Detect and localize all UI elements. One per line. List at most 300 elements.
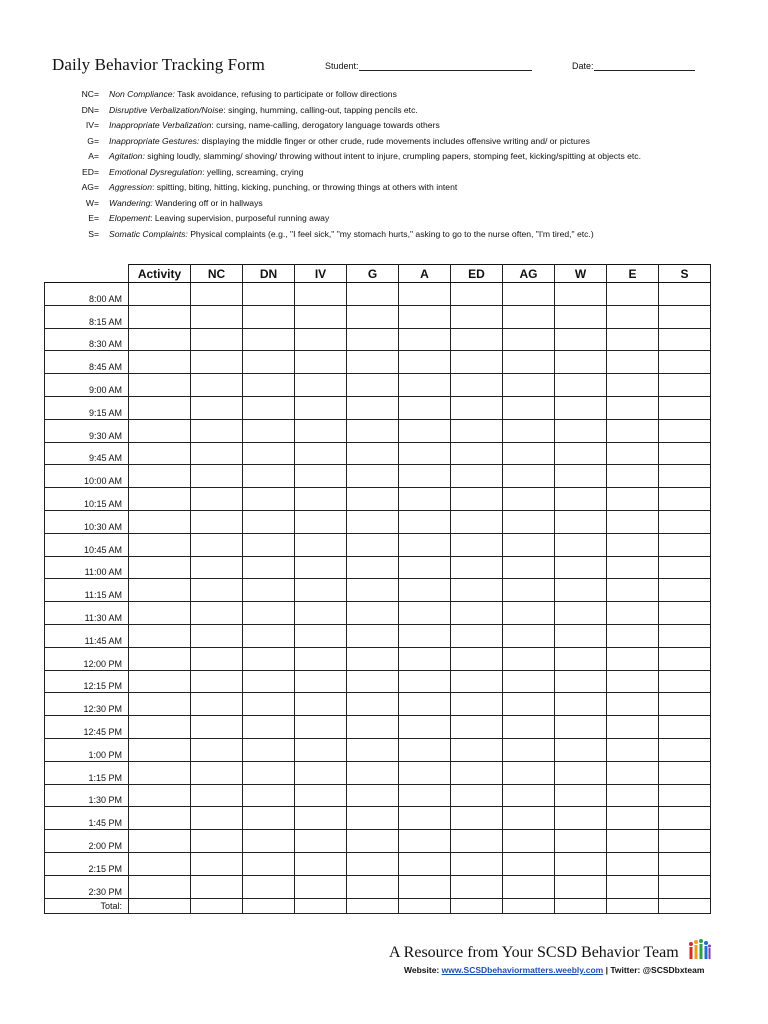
entry-cell[interactable] [503, 647, 555, 670]
entry-cell[interactable] [451, 465, 503, 488]
entry-cell[interactable] [243, 784, 295, 807]
entry-cell[interactable] [659, 647, 711, 670]
entry-cell[interactable] [399, 419, 451, 442]
entry-cell[interactable] [451, 328, 503, 351]
entry-cell[interactable] [451, 488, 503, 511]
entry-cell[interactable] [347, 624, 399, 647]
entry-cell[interactable] [555, 830, 607, 853]
entry-cell[interactable] [451, 807, 503, 830]
entry-cell[interactable] [399, 761, 451, 784]
entry-cell[interactable] [129, 419, 191, 442]
entry-cell[interactable] [451, 624, 503, 647]
entry-cell[interactable] [451, 784, 503, 807]
entry-cell[interactable] [191, 374, 243, 397]
entry-cell[interactable] [503, 852, 555, 875]
entry-cell[interactable] [295, 624, 347, 647]
entry-cell[interactable] [295, 283, 347, 306]
entry-cell[interactable] [607, 738, 659, 761]
entry-cell[interactable] [503, 396, 555, 419]
entry-cell[interactable] [347, 602, 399, 625]
entry-cell[interactable] [399, 647, 451, 670]
entry-cell[interactable] [555, 556, 607, 579]
entry-cell[interactable] [607, 556, 659, 579]
entry-cell[interactable] [399, 442, 451, 465]
entry-cell[interactable] [347, 328, 399, 351]
entry-cell[interactable] [555, 784, 607, 807]
total-cell[interactable] [347, 898, 399, 913]
entry-cell[interactable] [555, 602, 607, 625]
entry-cell[interactable] [347, 465, 399, 488]
entry-cell[interactable] [555, 693, 607, 716]
entry-cell[interactable] [607, 351, 659, 374]
entry-cell[interactable] [347, 738, 399, 761]
entry-cell[interactable] [555, 875, 607, 898]
entry-cell[interactable] [191, 488, 243, 511]
entry-cell[interactable] [607, 670, 659, 693]
entry-cell[interactable] [295, 830, 347, 853]
entry-cell[interactable] [503, 875, 555, 898]
entry-cell[interactable] [607, 374, 659, 397]
entry-cell[interactable] [191, 875, 243, 898]
entry-cell[interactable] [555, 852, 607, 875]
entry-cell[interactable] [555, 761, 607, 784]
entry-cell[interactable] [659, 305, 711, 328]
entry-cell[interactable] [607, 442, 659, 465]
entry-cell[interactable] [451, 556, 503, 579]
entry-cell[interactable] [129, 830, 191, 853]
entry-cell[interactable] [129, 875, 191, 898]
entry-cell[interactable] [295, 328, 347, 351]
entry-cell[interactable] [659, 693, 711, 716]
entry-cell[interactable] [503, 419, 555, 442]
entry-cell[interactable] [295, 602, 347, 625]
entry-cell[interactable] [191, 419, 243, 442]
entry-cell[interactable] [129, 670, 191, 693]
entry-cell[interactable] [191, 510, 243, 533]
entry-cell[interactable] [503, 693, 555, 716]
entry-cell[interactable] [607, 533, 659, 556]
entry-cell[interactable] [607, 602, 659, 625]
entry-cell[interactable] [295, 852, 347, 875]
entry-cell[interactable] [243, 670, 295, 693]
entry-cell[interactable] [295, 761, 347, 784]
entry-cell[interactable] [129, 396, 191, 419]
entry-cell[interactable] [399, 784, 451, 807]
entry-cell[interactable] [243, 510, 295, 533]
entry-cell[interactable] [347, 670, 399, 693]
entry-cell[interactable] [191, 624, 243, 647]
entry-cell[interactable] [659, 283, 711, 306]
entry-cell[interactable] [347, 488, 399, 511]
entry-cell[interactable] [555, 328, 607, 351]
entry-cell[interactable] [451, 693, 503, 716]
entry-cell[interactable] [191, 670, 243, 693]
entry-cell[interactable] [347, 647, 399, 670]
total-cell[interactable] [243, 898, 295, 913]
entry-cell[interactable] [129, 305, 191, 328]
entry-cell[interactable] [191, 533, 243, 556]
entry-cell[interactable] [129, 283, 191, 306]
entry-cell[interactable] [243, 624, 295, 647]
entry-cell[interactable] [295, 579, 347, 602]
entry-cell[interactable] [399, 351, 451, 374]
entry-cell[interactable] [451, 510, 503, 533]
entry-cell[interactable] [347, 761, 399, 784]
entry-cell[interactable] [555, 442, 607, 465]
entry-cell[interactable] [503, 556, 555, 579]
total-cell[interactable] [555, 898, 607, 913]
entry-cell[interactable] [451, 738, 503, 761]
entry-cell[interactable] [129, 374, 191, 397]
entry-cell[interactable] [191, 716, 243, 739]
entry-cell[interactable] [659, 807, 711, 830]
entry-cell[interactable] [191, 396, 243, 419]
entry-cell[interactable] [555, 283, 607, 306]
total-cell[interactable] [659, 898, 711, 913]
entry-cell[interactable] [659, 852, 711, 875]
entry-cell[interactable] [659, 670, 711, 693]
entry-cell[interactable] [503, 738, 555, 761]
entry-cell[interactable] [607, 784, 659, 807]
entry-cell[interactable] [347, 533, 399, 556]
entry-cell[interactable] [295, 807, 347, 830]
entry-cell[interactable] [503, 830, 555, 853]
entry-cell[interactable] [295, 374, 347, 397]
entry-cell[interactable] [243, 442, 295, 465]
entry-cell[interactable] [295, 488, 347, 511]
entry-cell[interactable] [503, 442, 555, 465]
entry-cell[interactable] [295, 351, 347, 374]
entry-cell[interactable] [607, 624, 659, 647]
entry-cell[interactable] [451, 419, 503, 442]
entry-cell[interactable] [399, 328, 451, 351]
entry-cell[interactable] [399, 716, 451, 739]
entry-cell[interactable] [659, 396, 711, 419]
entry-cell[interactable] [243, 830, 295, 853]
entry-cell[interactable] [191, 784, 243, 807]
entry-cell[interactable] [129, 510, 191, 533]
entry-cell[interactable] [399, 693, 451, 716]
total-cell[interactable] [295, 898, 347, 913]
entry-cell[interactable] [659, 830, 711, 853]
entry-cell[interactable] [607, 305, 659, 328]
entry-cell[interactable] [607, 807, 659, 830]
entry-cell[interactable] [399, 488, 451, 511]
entry-cell[interactable] [243, 716, 295, 739]
entry-cell[interactable] [451, 670, 503, 693]
entry-cell[interactable] [659, 738, 711, 761]
entry-cell[interactable] [243, 465, 295, 488]
entry-cell[interactable] [555, 624, 607, 647]
entry-cell[interactable] [129, 488, 191, 511]
entry-cell[interactable] [555, 807, 607, 830]
entry-cell[interactable] [607, 875, 659, 898]
entry-cell[interactable] [191, 738, 243, 761]
entry-cell[interactable] [451, 716, 503, 739]
entry-cell[interactable] [659, 579, 711, 602]
entry-cell[interactable] [295, 556, 347, 579]
entry-cell[interactable] [347, 693, 399, 716]
entry-cell[interactable] [399, 579, 451, 602]
entry-cell[interactable] [243, 556, 295, 579]
entry-cell[interactable] [607, 693, 659, 716]
entry-cell[interactable] [243, 328, 295, 351]
entry-cell[interactable] [503, 761, 555, 784]
entry-cell[interactable] [659, 488, 711, 511]
entry-cell[interactable] [555, 510, 607, 533]
entry-cell[interactable] [555, 419, 607, 442]
entry-cell[interactable] [659, 761, 711, 784]
entry-cell[interactable] [399, 465, 451, 488]
entry-cell[interactable] [129, 556, 191, 579]
entry-cell[interactable] [607, 510, 659, 533]
entry-cell[interactable] [243, 647, 295, 670]
entry-cell[interactable] [243, 738, 295, 761]
entry-cell[interactable] [399, 602, 451, 625]
entry-cell[interactable] [243, 305, 295, 328]
entry-cell[interactable] [243, 579, 295, 602]
entry-cell[interactable] [607, 830, 659, 853]
entry-cell[interactable] [451, 761, 503, 784]
entry-cell[interactable] [659, 351, 711, 374]
entry-cell[interactable] [607, 283, 659, 306]
entry-cell[interactable] [347, 807, 399, 830]
entry-cell[interactable] [555, 647, 607, 670]
entry-cell[interactable] [451, 283, 503, 306]
entry-cell[interactable] [295, 442, 347, 465]
entry-cell[interactable] [503, 374, 555, 397]
entry-cell[interactable] [129, 784, 191, 807]
entry-cell[interactable] [451, 533, 503, 556]
entry-cell[interactable] [295, 510, 347, 533]
entry-cell[interactable] [607, 419, 659, 442]
entry-cell[interactable] [503, 488, 555, 511]
entry-cell[interactable] [191, 351, 243, 374]
entry-cell[interactable] [129, 624, 191, 647]
entry-cell[interactable] [659, 624, 711, 647]
entry-cell[interactable] [503, 533, 555, 556]
entry-cell[interactable] [347, 442, 399, 465]
entry-cell[interactable] [503, 807, 555, 830]
entry-cell[interactable] [503, 305, 555, 328]
entry-cell[interactable] [503, 579, 555, 602]
entry-cell[interactable] [129, 693, 191, 716]
entry-cell[interactable] [503, 351, 555, 374]
entry-cell[interactable] [295, 533, 347, 556]
entry-cell[interactable] [399, 807, 451, 830]
entry-cell[interactable] [451, 602, 503, 625]
entry-cell[interactable] [243, 602, 295, 625]
entry-cell[interactable] [555, 465, 607, 488]
entry-cell[interactable] [191, 852, 243, 875]
entry-cell[interactable] [399, 374, 451, 397]
entry-cell[interactable] [659, 716, 711, 739]
website-link[interactable]: www.SCSDbehaviormatters.weebly.com [441, 965, 604, 975]
entry-cell[interactable] [295, 419, 347, 442]
entry-cell[interactable] [243, 351, 295, 374]
entry-cell[interactable] [295, 693, 347, 716]
entry-cell[interactable] [451, 875, 503, 898]
entry-cell[interactable] [399, 875, 451, 898]
entry-cell[interactable] [347, 374, 399, 397]
entry-cell[interactable] [347, 830, 399, 853]
entry-cell[interactable] [607, 465, 659, 488]
entry-cell[interactable] [129, 761, 191, 784]
entry-cell[interactable] [295, 465, 347, 488]
entry-cell[interactable] [555, 579, 607, 602]
entry-cell[interactable] [129, 442, 191, 465]
entry-cell[interactable] [129, 351, 191, 374]
total-cell[interactable] [503, 898, 555, 913]
entry-cell[interactable] [503, 283, 555, 306]
entry-cell[interactable] [243, 533, 295, 556]
entry-cell[interactable] [503, 328, 555, 351]
entry-cell[interactable] [129, 716, 191, 739]
entry-cell[interactable] [451, 351, 503, 374]
total-cell[interactable] [451, 898, 503, 913]
entry-cell[interactable] [295, 738, 347, 761]
entry-cell[interactable] [659, 328, 711, 351]
entry-cell[interactable] [191, 761, 243, 784]
entry-cell[interactable] [191, 647, 243, 670]
entry-cell[interactable] [503, 784, 555, 807]
entry-cell[interactable] [295, 716, 347, 739]
entry-cell[interactable] [243, 807, 295, 830]
entry-cell[interactable] [129, 647, 191, 670]
date-field[interactable] [572, 60, 695, 71]
entry-cell[interactable] [347, 305, 399, 328]
entry-cell[interactable] [659, 442, 711, 465]
total-cell[interactable] [399, 898, 451, 913]
entry-cell[interactable] [451, 647, 503, 670]
entry-cell[interactable] [555, 305, 607, 328]
entry-cell[interactable] [399, 510, 451, 533]
entry-cell[interactable] [129, 533, 191, 556]
entry-cell[interactable] [347, 716, 399, 739]
entry-cell[interactable] [191, 305, 243, 328]
entry-cell[interactable] [503, 670, 555, 693]
entry-cell[interactable] [607, 647, 659, 670]
entry-cell[interactable] [659, 875, 711, 898]
entry-cell[interactable] [607, 396, 659, 419]
entry-cell[interactable] [295, 670, 347, 693]
entry-cell[interactable] [399, 830, 451, 853]
entry-cell[interactable] [243, 419, 295, 442]
entry-cell[interactable] [659, 419, 711, 442]
entry-cell[interactable] [451, 396, 503, 419]
entry-cell[interactable] [129, 738, 191, 761]
entry-cell[interactable] [243, 374, 295, 397]
entry-cell[interactable] [659, 602, 711, 625]
entry-cell[interactable] [659, 374, 711, 397]
entry-cell[interactable] [555, 670, 607, 693]
entry-cell[interactable] [243, 693, 295, 716]
entry-cell[interactable] [555, 716, 607, 739]
entry-cell[interactable] [347, 351, 399, 374]
entry-cell[interactable] [607, 488, 659, 511]
entry-cell[interactable] [659, 556, 711, 579]
entry-cell[interactable] [555, 533, 607, 556]
entry-cell[interactable] [659, 465, 711, 488]
entry-cell[interactable] [347, 784, 399, 807]
entry-cell[interactable] [451, 830, 503, 853]
entry-cell[interactable] [555, 351, 607, 374]
entry-cell[interactable] [129, 852, 191, 875]
entry-cell[interactable] [451, 852, 503, 875]
entry-cell[interactable] [503, 510, 555, 533]
entry-cell[interactable] [129, 602, 191, 625]
entry-cell[interactable] [129, 579, 191, 602]
entry-cell[interactable] [243, 875, 295, 898]
entry-cell[interactable] [399, 670, 451, 693]
entry-cell[interactable] [295, 396, 347, 419]
student-input-line[interactable] [359, 60, 532, 71]
entry-cell[interactable] [659, 784, 711, 807]
entry-cell[interactable] [555, 396, 607, 419]
entry-cell[interactable] [347, 510, 399, 533]
entry-cell[interactable] [503, 602, 555, 625]
entry-cell[interactable] [347, 852, 399, 875]
entry-cell[interactable] [607, 579, 659, 602]
entry-cell[interactable] [129, 807, 191, 830]
entry-cell[interactable] [555, 374, 607, 397]
entry-cell[interactable] [191, 283, 243, 306]
entry-cell[interactable] [191, 807, 243, 830]
entry-cell[interactable] [503, 716, 555, 739]
student-field[interactable] [325, 60, 532, 71]
entry-cell[interactable] [347, 556, 399, 579]
entry-cell[interactable] [129, 465, 191, 488]
entry-cell[interactable] [399, 533, 451, 556]
entry-cell[interactable] [243, 396, 295, 419]
total-cell[interactable] [191, 898, 243, 913]
entry-cell[interactable] [243, 852, 295, 875]
entry-cell[interactable] [347, 396, 399, 419]
entry-cell[interactable] [191, 693, 243, 716]
entry-cell[interactable] [555, 488, 607, 511]
entry-cell[interactable] [399, 624, 451, 647]
entry-cell[interactable] [191, 556, 243, 579]
entry-cell[interactable] [659, 510, 711, 533]
entry-cell[interactable] [503, 624, 555, 647]
entry-cell[interactable] [243, 488, 295, 511]
entry-cell[interactable] [191, 328, 243, 351]
entry-cell[interactable] [347, 419, 399, 442]
entry-cell[interactable] [451, 305, 503, 328]
entry-cell[interactable] [399, 852, 451, 875]
entry-cell[interactable] [451, 442, 503, 465]
entry-cell[interactable] [503, 465, 555, 488]
entry-cell[interactable] [347, 875, 399, 898]
entry-cell[interactable] [659, 533, 711, 556]
entry-cell[interactable] [129, 328, 191, 351]
entry-cell[interactable] [347, 283, 399, 306]
entry-cell[interactable] [295, 647, 347, 670]
entry-cell[interactable] [607, 761, 659, 784]
entry-cell[interactable] [191, 579, 243, 602]
entry-cell[interactable] [607, 716, 659, 739]
entry-cell[interactable] [191, 830, 243, 853]
entry-cell[interactable] [191, 465, 243, 488]
entry-cell[interactable] [399, 556, 451, 579]
entry-cell[interactable] [243, 283, 295, 306]
entry-cell[interactable] [399, 283, 451, 306]
entry-cell[interactable] [607, 852, 659, 875]
entry-cell[interactable] [191, 602, 243, 625]
date-input-line[interactable] [594, 60, 695, 71]
entry-cell[interactable] [399, 396, 451, 419]
entry-cell[interactable] [607, 328, 659, 351]
